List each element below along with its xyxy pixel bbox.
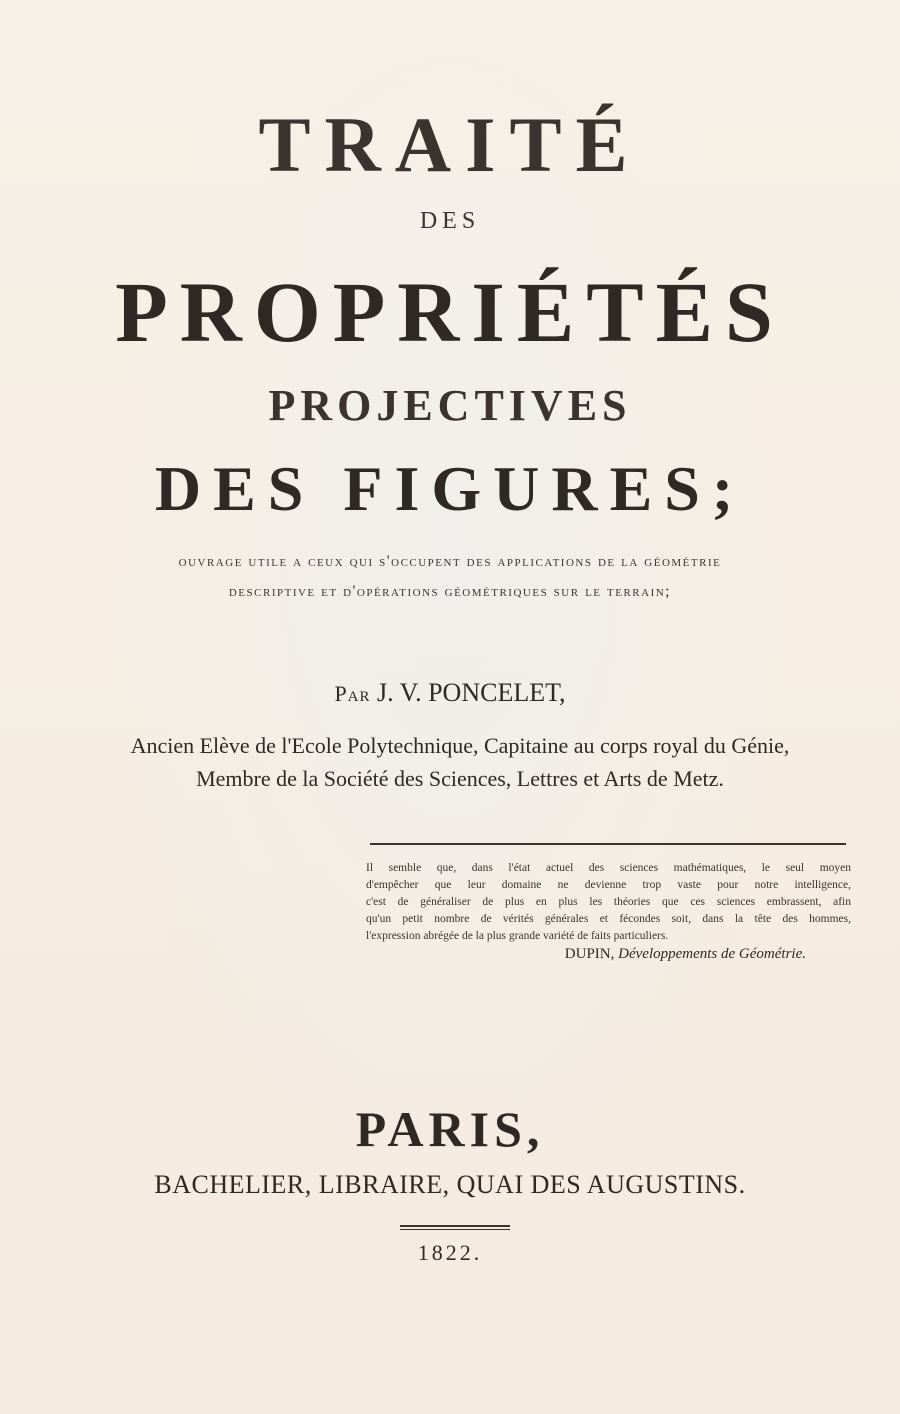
subtitle-line-2: descriptive et d'opérations géométriques sur le terrain; <box>228 583 672 600</box>
subtitle-line-1: ouvrage utile a ceux qui s'occupent des applications de la géométrie <box>178 553 722 570</box>
epigraph-line: c'est de généraliser de plus en plus les théories que ces sciences embrassent, afin <box>366 896 851 908</box>
imprint-city: PARIS, <box>355 1101 545 1157</box>
epigraph-line: d'empêcher que leur domaine ne devienne trop vaste pour notre intelligence, <box>366 879 851 891</box>
title-des: DES <box>419 208 481 234</box>
author-affiliation-2: Membre de la Société des Sciences, Lettres et Arts de Metz. <box>196 766 724 791</box>
author-affiliation-1: Ancien Elève de l'Ecole Polytechnique, Capitaine au corps royal du Génie, <box>130 733 790 758</box>
title-des-figures: DES FIGURES; <box>154 453 746 524</box>
epigraph-source-work: Développements de Géométrie. <box>618 946 806 962</box>
epigraph-source-author: DUPIN, <box>564 946 615 962</box>
author-line <box>0 678 900 708</box>
title-projectives: PROJECTIVES <box>268 381 632 430</box>
title-proprietes: PROPRIÉTÉS <box>115 264 785 360</box>
imprint-publisher: BACHELIER, LIBRAIRE, QUAI DES AUGUSTINS. <box>154 1170 746 1199</box>
title-traite: TRAITÉ <box>258 101 642 188</box>
imprint-year: 1822. <box>417 1240 483 1265</box>
epigraph-line: qu'un petit nombre de vérités générales et fécondes soit, dans la tête des hommes, <box>366 913 851 925</box>
author-prefix: Par <box>334 681 371 706</box>
year-rule-thin <box>400 1229 510 1230</box>
year-rule <box>400 1225 510 1227</box>
epigraph-rule <box>370 843 846 845</box>
author-name: J. V. PONCELET, <box>377 678 566 707</box>
epigraph <box>366 860 851 945</box>
epigraph-line: Il semble que, dans l'état actuel des sciences mathématiques, le seul moyen <box>366 862 851 874</box>
epigraph-line: l'expression abrégée de la plus grande variété de faits particuliers. <box>366 930 669 942</box>
epigraph-source <box>370 946 806 963</box>
